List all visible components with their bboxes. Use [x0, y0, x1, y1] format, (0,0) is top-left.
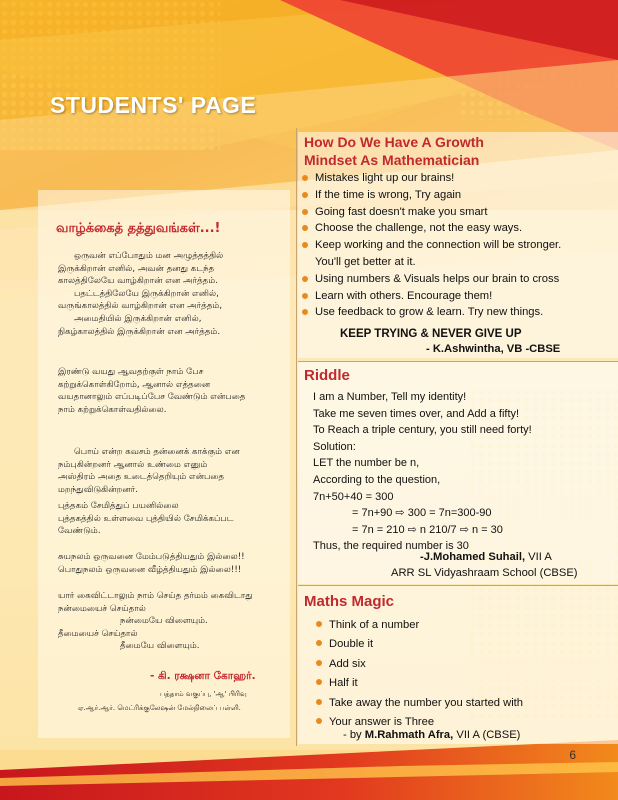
riddle-body — [313, 389, 532, 555]
list-item: Your answer is Three — [316, 713, 523, 732]
riddle-author — [420, 551, 552, 563]
riddle-line: According to the question, — [313, 473, 441, 486]
growth-motto: KEEP TRYING & NEVER GIVE UP — [340, 328, 522, 340]
tamil-line: வருங்காலத்தில் வாழ்கிறான் என அர்த்தம், — [58, 301, 223, 312]
tamil-heading: வாழ்க்கைத் தத்துவங்கள்...! — [56, 221, 221, 236]
magic-heading: Maths Magic — [304, 593, 395, 610]
tamil-line: நாம் கற்றுக்கொள்வதில்லை. — [58, 404, 167, 415]
tamil-author-class: பத்தாம் வகுப்பு, 'ஆ' பிரிவு — [160, 690, 247, 698]
tamil-line: காலத்திலேயே வாழ்கிறான் என அர்த்தம். — [58, 276, 218, 287]
tamil-line: நம்புகின்றனர் ஆனால் உண்மை எனும் — [58, 459, 208, 470]
riddle-author-class: VII A — [528, 551, 552, 563]
riddle-line: To Reach a triple century, you still need forty! — [313, 424, 532, 437]
riddle-author-name: -J.Mohamed Suhail, — [420, 551, 526, 563]
tamil-line: யார் கைவிட்டாலும் நாம் செய்த தர்மம் கைவிடாது — [58, 591, 253, 601]
column-divider — [296, 128, 297, 746]
riddle-line: Thus, the required number is 30 — [313, 540, 469, 553]
list-item: Use feedback to grow & learn. Try new things. — [302, 304, 561, 321]
list-item: Learn with others. Encourage them! — [302, 288, 561, 305]
list-item: Choose the challenge, not the easy ways. — [302, 220, 561, 237]
list-item: If the time is wrong, Try again — [302, 187, 561, 204]
magic-author — [343, 729, 520, 741]
tamil-line: அஸ்திரம் அதை உடைத்தெறியும் என்பதை — [58, 472, 225, 483]
list-item: Mistakes light up our brains! — [302, 170, 561, 187]
tamil-line: கற்றுக்கொள்கிறோம், ஆனால் எத்தனை — [58, 379, 211, 390]
tamil-line: ஒருவன் எப்போதும் மன அழுத்தத்தில் — [74, 251, 224, 261]
tamil-author-school: ஏ.ஆர்.ஆர். மெட்ரிக்குலேஷன் மேல்நிலைப் பள்ளி. — [78, 704, 241, 712]
riddle-line: = 7n+90 ⇨ 300 = 7n=300-90 — [352, 507, 492, 520]
tamil-line: இருக்கிறான் எனில், அவன் தனது கடந்த — [58, 263, 215, 274]
riddle-line: 7n+50+40 = 300 — [313, 490, 394, 503]
tamil-line: நிகழ்காலத்தில் இருக்கிறான் என அர்த்தம். — [58, 326, 221, 337]
tamil-author: - கி. ரக்ஷனா கோஹர். — [150, 670, 256, 682]
growth-list — [302, 170, 561, 321]
tamil-line: தீமையே விளையும். — [120, 641, 200, 652]
page-title: STUDENTS' PAGE — [50, 92, 257, 118]
list-item: Take away the number you started with — [316, 694, 523, 713]
tamil-line: பதட்டத்திலேயே இருக்கிறான் எனில், — [74, 288, 219, 299]
tamil-line: மறந்துவிடுகின்றனர். — [58, 484, 138, 495]
list-item: Add six — [316, 655, 523, 674]
tamil-line: புத்தகத்தில் உள்ளவை புத்தியில் சேமிக்கப்பட — [58, 513, 234, 524]
growth-author: - K.Ashwintha, VB -CBSE — [426, 343, 561, 355]
tamil-line: நன்மையைச் செய்தால் — [58, 603, 146, 614]
tamil-paragraph-6 — [58, 590, 253, 653]
tamil-paragraph-2 — [58, 366, 245, 416]
list-item: Going fast doesn't make you smart — [302, 204, 561, 221]
list-item: Keep working and the connection will be stronger. — [302, 237, 561, 254]
magic-steps — [316, 616, 523, 732]
tamil-line: பொதுநலம் ஒருவனை வீழ்த்தியதும் இல்லை!!! — [58, 564, 242, 575]
riddle-line: Take me seven times over, and Add a fifty! — [313, 407, 520, 420]
tamil-line: புத்தகம் சேமித்துப் பயனில்லை — [58, 501, 179, 511]
growth-heading-line1: How Do We Have A Growth — [304, 134, 484, 150]
tamil-paragraph-5 — [58, 551, 245, 576]
list-item: Double it — [316, 635, 523, 654]
riddle-line: I am a Number, Tell my identity! — [313, 391, 467, 403]
tamil-paragraph-1 — [58, 250, 223, 338]
growth-heading-line2: Mindset As Mathematician — [304, 152, 480, 168]
list-item-continuation: You'll get better at it. — [315, 255, 416, 268]
tamil-paragraph-4 — [58, 500, 234, 538]
list-item: Half it — [316, 674, 523, 693]
tamil-line: பொய் என்ற கவசம் தன்னைக் காக்கும் என — [74, 447, 240, 457]
tamil-paragraph-3 — [58, 446, 240, 496]
tamil-line: நன்மையே விளையும். — [120, 616, 208, 627]
tamil-line: அமைதியில் இருக்கிறான் எனில், — [74, 313, 202, 324]
riddle-heading: Riddle — [304, 367, 350, 384]
magic-author-prefix: - by — [343, 729, 362, 741]
magic-author-name: M.Rahmath Afra, — [364, 729, 454, 741]
list-item: Think of a number — [316, 616, 523, 635]
tamil-line: வயதானாலும் எப்படிப்பேச வேண்டும் என்பதை — [58, 392, 246, 403]
tamil-line: இரண்டு வயது ஆவதற்குள் நாம் பேச — [58, 367, 204, 377]
page-number: 6 — [569, 748, 576, 762]
magic-author-class: VII A (CBSE) — [456, 729, 521, 741]
riddle-line: = 7n = 210 ⇨ n 210/7 ⇨ n = 30 — [352, 523, 503, 536]
tamil-line: தீமையைச் செய்தால் — [58, 628, 138, 639]
riddle-school: ARR SL Vidyashraam School (CBSE) — [391, 567, 578, 579]
tamil-line: வேண்டும். — [58, 526, 101, 537]
riddle-line: LET the number be n, — [313, 457, 420, 470]
riddle-line: Solution: — [313, 440, 356, 453]
list-item: Using numbers & Visuals helps our brain to cross — [302, 271, 561, 288]
tamil-line: சுயநலம் ஒருவனை மேம்படுத்தியதும் இல்லை!! — [58, 552, 245, 562]
